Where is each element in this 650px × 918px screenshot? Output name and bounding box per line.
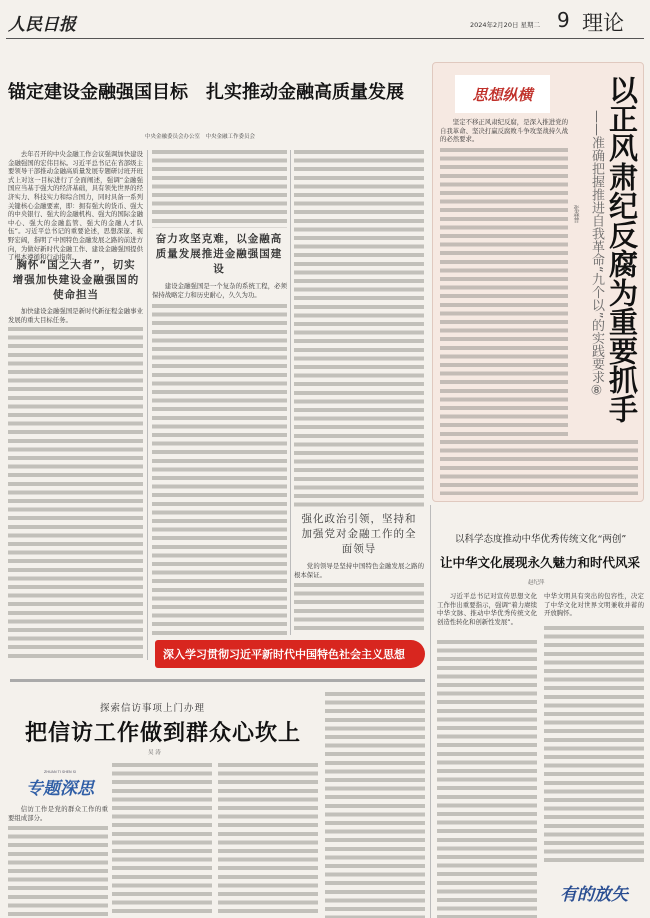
page-number: 9 [557, 8, 570, 32]
banner-text: 深入学习贯彻习近平新时代中国特色社会主义思想 [163, 648, 405, 661]
section-name: 理论 [582, 11, 624, 35]
subhead-2: 奋力攻坚克难，以金融高质量发展推进金融强国建设 [155, 233, 283, 275]
text-block [440, 440, 638, 495]
column-logo-text: 思想纵横 [472, 85, 533, 104]
petition-para-1: 信访工作是党的群众工作的重要组成部分。 [8, 805, 108, 822]
culture-para-1: 习近平总书记对宣传思想文化工作作出重要指示，强调“着力赓续中华文脉、推动中华优秀传统文化创造性转化和创新性发展”。 [437, 592, 537, 626]
column-logo-text: 专题深思 [26, 779, 94, 799]
culture-headline: 让中华文化展现永久魅力和时代风采 [440, 555, 641, 570]
text-block [294, 150, 424, 508]
main-byline: 中央金融委员会办公室 中央金融工作委员会 [145, 134, 256, 140]
text-block [440, 148, 568, 436]
masthead-rule [6, 38, 644, 39]
subhead-1: 胸怀“国之大者”，切实增强加快建设金融强国的使命担当 [12, 259, 140, 301]
sidebar-headline: 以正风肃纪反腐为重要抓手 [605, 75, 639, 423]
study-banner [155, 640, 425, 668]
text-block [218, 763, 318, 918]
section-rule [10, 679, 425, 682]
column-logo-zhuanti [10, 770, 110, 799]
culture-kicker: 以科学态度推动中华优秀传统文化“两创” [455, 534, 627, 545]
subhead-3: 强化政治引领，坚持和加强党对金融工作的全面领导 [301, 513, 417, 555]
main-intro: 去年召开的中央金融工作会议强调加快建设金融强国的宏伟目标。习近平总书记在省部级主要领导干部推动金融高质量发展专题研讨班开班式上对这一目标进行了全面阐述，强调“金融强国应当基于强大的经济基础，具有领先世界的经济实力、科技实力和综合国力，同时具备一系列关键核心金融要素，即：拥有强大的货币、强大的中央银行、强大的金融机构、强大的国际金融中心、强大的金融监管、强大的金融人才队伍”。习近平总书记的重要论述，思想深邃、视野宏阔，指明了中国特色金融发展之路的前进方向，为做好新时代金融工作、建设金融强国提供了根本遵循和行动指南。 [8, 150, 143, 262]
column-logo-pinyin: ZHUAN TI SHEN SI [43, 770, 77, 774]
sidebar-para-1: 坚定不移正风肃纪反腐，是深入推进党的自我革命、坚决打赢反腐败斗争攻坚战持久战的必然要求。 [440, 118, 568, 144]
main-headline: 锚定建设金融强国目标 扎实推动金融高质量发展 [8, 82, 404, 103]
petition-headline: 把信访工作做到群众心坎上 [25, 720, 302, 746]
footer-logo-youdefangshi: 有的放矢 [560, 885, 628, 905]
text-block [294, 583, 424, 632]
text-block [152, 304, 287, 635]
culture-para-2: 中华文明具有突出的包容性，决定了中华文化对世界文明兼收并蓄的开放胸怀。 [544, 592, 644, 618]
main-para-2: 建设金融强国是一个复杂的系统工程，必须保持战略定力和历史耐心，久久为功。 [152, 282, 287, 299]
petition-kicker: 探索信访事项上门办理 [100, 703, 206, 714]
text-block [325, 692, 425, 918]
text-block [437, 640, 537, 918]
text-block [8, 826, 108, 918]
column-logo-sixiang [455, 75, 550, 113]
sidebar-subtitle: ——准确把握推进自我革命“九个以”的实践要求⑧ [589, 110, 604, 399]
text-block [8, 327, 143, 661]
masthead-logo: 人民日报 [8, 15, 76, 35]
main-para-1: 加快建设金融强国是新时代新征程金融事业发展的重大目标任务。 [8, 307, 143, 324]
petition-author: 吴 涛 [148, 750, 161, 756]
main-para-3: 党的领导是坚持中国特色金融发展之路的根本保证。 [294, 562, 424, 579]
text-block [112, 763, 212, 918]
text-block [544, 626, 644, 863]
sidebar-author: 张森普 [572, 205, 579, 223]
issue-date: 2024年2月20日 星期二 [470, 21, 541, 29]
culture-author: 赵纪萍 [528, 580, 545, 586]
text-block [152, 150, 287, 228]
